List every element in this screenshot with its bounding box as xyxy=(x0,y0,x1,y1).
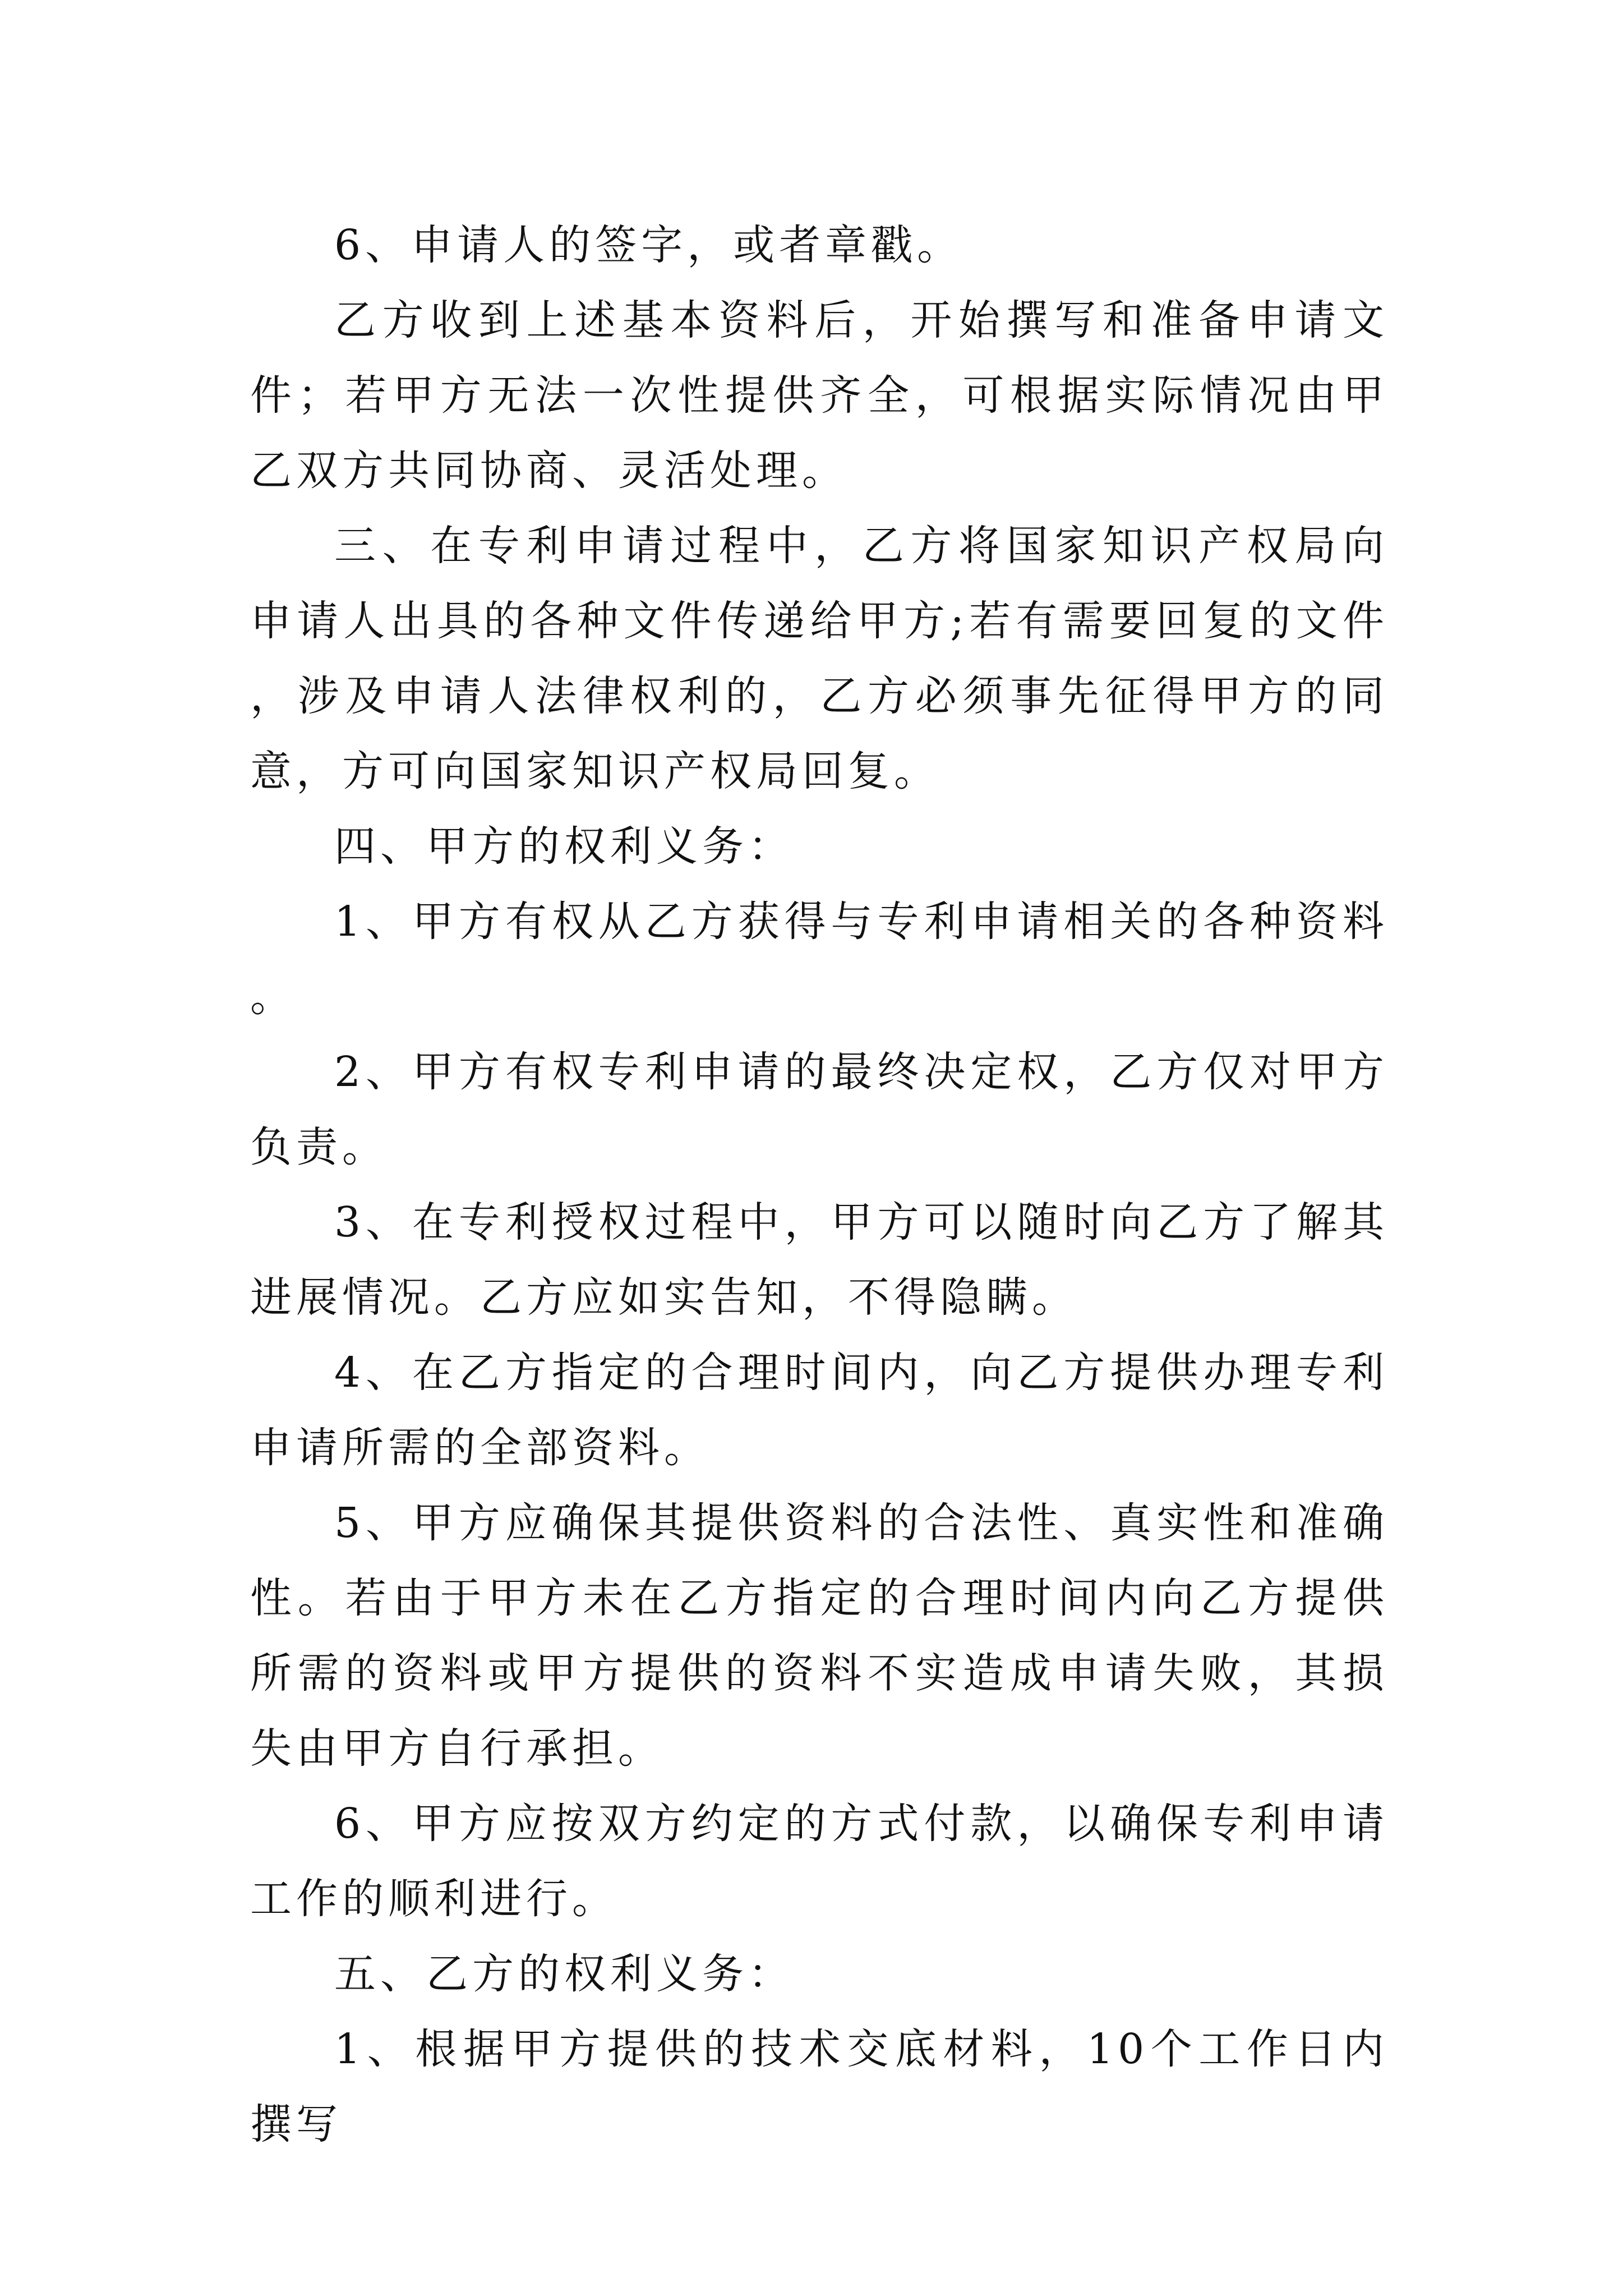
paragraph-party-a-item-5: 5、甲方应确保其提供资料的合法性、真实性和准确性。若由于甲方未在乙方指定的合理时间内向乙方提供所需的资料或甲方提供的资料不实造成申请失败，其损失由甲方自行承担。 xyxy=(250,1499,1389,1773)
paragraph-drafting: 乙方收到上述基本资料后，开始撰写和准备申请文件；若甲方无法一次性提供齐全，可根据实际情况由甲乙双方共同协商、灵活处理。 xyxy=(250,296,1389,495)
paragraph-party-a-item-4: 4、在乙方指定的合理时间内，向乙方提供办理专利申请所需的全部资料。 xyxy=(250,1349,1389,1472)
paragraph-signature: 6、申请人的签字，或者章戳。 xyxy=(334,221,963,269)
document-body xyxy=(250,208,1389,2162)
heading-party-a-rights: 四、甲方的权利义务： xyxy=(334,822,794,871)
paragraph-party-b-item-1: 1、根据甲方提供的技术交底材料，10个工作日内撰写 xyxy=(250,2025,1389,2148)
paragraph-party-a-item-6: 6、甲方应按双方约定的方式付款，以确保专利申请工作的顺利进行。 xyxy=(250,1800,1389,1923)
paragraph-section-three: 三、在专利申请过程中，乙方将国家知识产权局向申请人出具的各种文件传递给甲方;若有需要回复的文件，涉及申请人法律权利的，乙方必须事先征得甲方的同意，方可向国家知识产权局回复。 xyxy=(250,522,1389,795)
paragraph-party-a-item-2: 2、甲方有权专利申请的最终决定权，乙方仅对甲方负责。 xyxy=(250,1048,1389,1171)
paragraph-party-a-item-3: 3、在专利授权过程中，甲方可以随时向乙方了解其进展情况。乙方应如实告知，不得隐瞒。 xyxy=(250,1198,1389,1322)
paragraph-party-a-item-1: 1、甲方有权从乙方获得与专利申请相关的各种资料。 xyxy=(250,898,1389,1021)
heading-party-b-rights: 五、乙方的权利义务： xyxy=(334,1950,794,1998)
